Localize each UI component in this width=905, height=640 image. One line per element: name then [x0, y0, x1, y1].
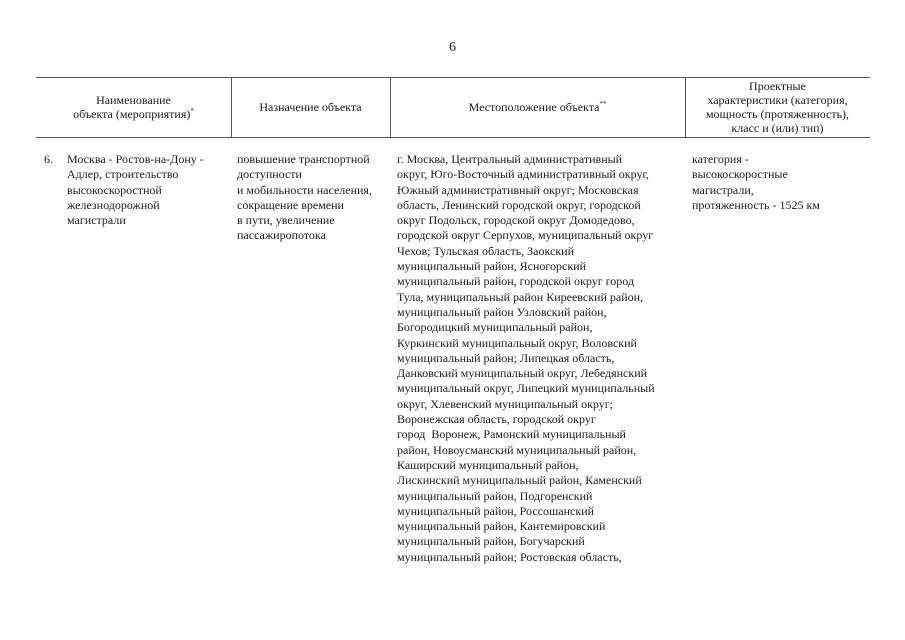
row-object-name-line: магистрали: [67, 213, 126, 228]
header-object-name-line-1: Наименование: [96, 93, 171, 107]
row-number: 6.: [44, 152, 53, 166]
footnote-mark-double: **: [599, 100, 607, 108]
row-object-name-line: высокоскоростной: [67, 182, 162, 197]
row-location-line: муниципальный округ, Липецкий муниципальный: [397, 381, 655, 396]
row-location-line: округ, Хлевенский муниципальный округ;: [397, 396, 613, 411]
row-object-location: [397, 152, 683, 565]
row-location-line: Куркинский муниципальный округ, Воловский: [397, 335, 637, 350]
header-object-location-text: Местоположение объекта: [468, 100, 600, 114]
row-characteristics-line: высокоскоростные: [692, 167, 788, 182]
header-object-purpose-text: Назначение объекта: [259, 100, 362, 114]
header-project-characteristics: [685, 77, 870, 137]
row-location-line: муниципальный район, Россошанский: [397, 503, 594, 518]
header-characteristics-line-2: характеристики (категория,: [707, 93, 848, 107]
row-characteristics-line: магистрали,: [692, 182, 754, 197]
header-object-purpose: [231, 77, 390, 137]
row-object-name: [67, 152, 229, 228]
row-location-line: Чехов; Тульская область, Заокский: [397, 243, 575, 258]
row-location-line: Южный административный округ; Московская: [397, 182, 639, 197]
row-location-line: муниципальный район Узловский район,: [397, 304, 607, 319]
row-location-line: муниципальный район, Богучарский: [397, 534, 585, 549]
header-object-name: [36, 77, 231, 137]
row-location-line: Лискинский муниципальный район, Каменский: [397, 473, 642, 488]
header-characteristics-line-3: мощность (протяженность),: [705, 107, 850, 121]
row-object-purpose-line: сокращение времени: [237, 197, 344, 212]
footnote-mark-single: *: [190, 107, 194, 115]
row-location-line: г. Москва, Центральный административный: [397, 152, 623, 166]
row-location-line: округ Подольск, городской округ Домодедово,: [397, 213, 635, 228]
header-object-location: [390, 77, 685, 137]
header-characteristics-line-1: Проектные: [749, 79, 806, 93]
row-object-purpose-line: доступности: [237, 167, 302, 182]
row-location-line: муниципальный район; Ростовская область,: [397, 549, 622, 564]
row-project-characteristics: [692, 152, 868, 213]
row-characteristics-line: категория -: [692, 152, 749, 166]
row-object-name-line: Адлер, строительство: [67, 167, 179, 182]
header-object-name-text: объекта (мероприятия): [73, 107, 191, 121]
row-object-purpose-line: в пути, увеличение: [237, 213, 335, 228]
row-location-line: Каширский муниципальный район,: [397, 457, 579, 472]
row-location-line: Богородицкий муниципальный район,: [397, 320, 593, 335]
row-location-line: муниципальный район, Подгоренский: [397, 488, 593, 503]
row-location-line: муниципальный район, Ясногорский: [397, 259, 587, 274]
row-object-purpose-line: пассажиропотока: [237, 228, 326, 243]
row-object-purpose-line: повышение транспортной: [237, 152, 370, 166]
row-characteristics-line: протяженность - 1525 км: [692, 197, 820, 212]
row-object-purpose: [237, 152, 389, 244]
header-characteristics-line-4: класс и (или) тип): [731, 121, 824, 135]
row-location-line: округ, Юго-Восточный административный округ,: [397, 167, 650, 182]
row-location-line: муниципальный район; Липецкая область,: [397, 350, 615, 365]
row-object-purpose-line: и мобильности населения,: [237, 182, 372, 197]
header-object-name-line-2: [73, 107, 194, 121]
row-location-line: Воронежская область, городской округ: [397, 412, 596, 427]
row-location-line: Данковский муниципальный округ, Лебедянский: [397, 366, 648, 381]
row-object-name-line: железнодорожной: [67, 197, 160, 212]
row-location-line: муниципальный район, городской округ город: [397, 274, 634, 289]
row-location-line: городской округ Серпухов, муниципальный округ: [397, 228, 654, 243]
row-location-line: Тула, муниципальный район Киреевский район,: [397, 289, 644, 304]
row-object-name-line: Москва - Ростов-на-Дону -: [67, 152, 204, 166]
table-header-border: [36, 137, 870, 138]
row-location-line: город Воронеж, Рамонский муниципальный: [397, 427, 626, 442]
row-location-line: муниципальный район, Кантемировский: [397, 519, 606, 534]
row-location-line: область, Ленинский городской округ, городской: [397, 197, 641, 212]
page-number: 6: [449, 40, 456, 55]
row-location-line: район, Новоусманский муниципальный район,: [397, 442, 637, 457]
